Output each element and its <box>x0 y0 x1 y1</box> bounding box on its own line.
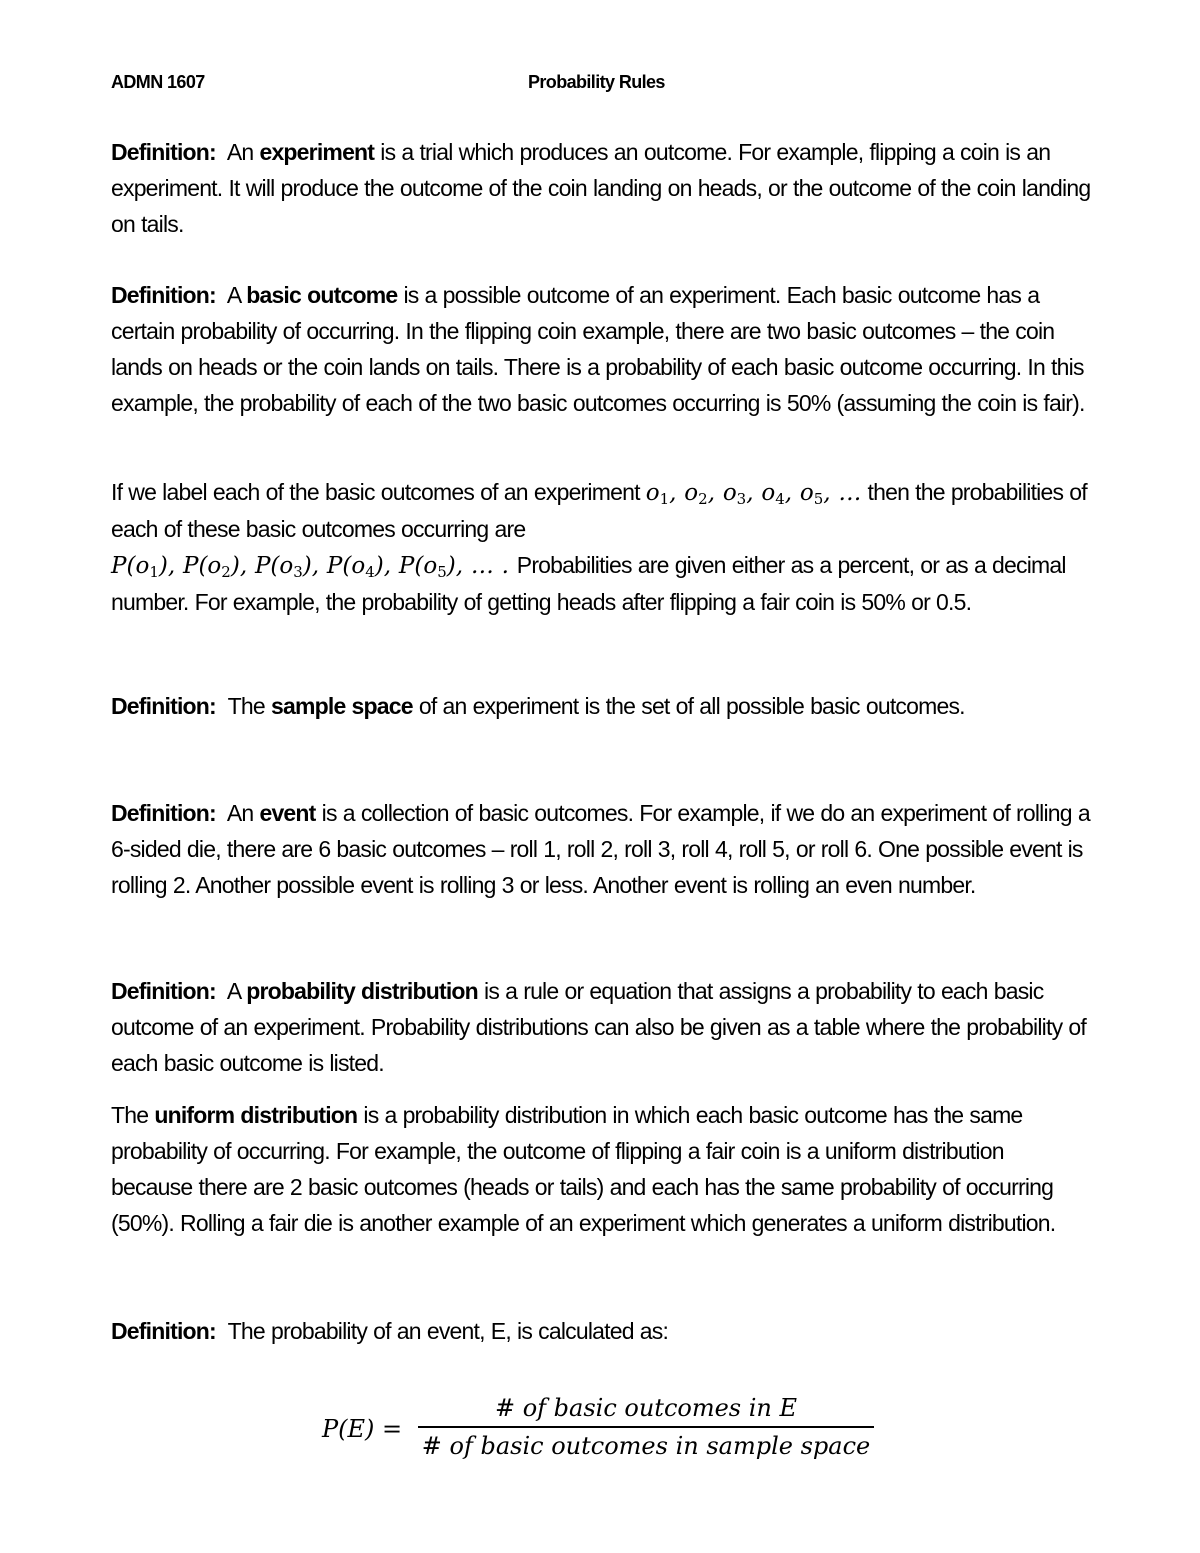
term-event: event <box>259 800 316 826</box>
uniform-distribution <box>111 1097 1091 1241</box>
definition-label: Definition: <box>111 693 216 719</box>
text: A <box>226 282 247 308</box>
page-title: Probability Rules <box>528 72 665 92</box>
definition-label: Definition: <box>111 978 216 1004</box>
text: An <box>226 800 260 826</box>
text: of an experiment is the set of all possible basic outcomes. <box>412 693 965 719</box>
formula-lhs: P(E) = <box>322 1415 403 1443</box>
probability-formula <box>322 1390 882 1470</box>
text: is a collection of basic outcomes. For example, if we do an experiment of rolling a 6-sided die, there are 6 basic outcomes – roll 1, roll 2, roll 3, roll 4, roll 5, or roll 6. One possible event is rolling 2. Another possible event is rolling 3 or less. Another event is rolling an even number. <box>111 800 1090 898</box>
text: is a trial which produces an outcome. For example, flipping a coin is an experiment. It will produce the outcome of the coin landing on heads, or the outcome of the coin landing on tails. <box>111 139 1091 237</box>
text: is a rule or equation that assigns a probability to each basic outcome of an experiment. Probability distributions can also be given as a table where the probability of each basic outcome is listed. <box>111 978 1086 1076</box>
definition-label: Definition: <box>111 800 216 826</box>
text: If we label each of the basic outcomes of an experiment <box>111 479 646 505</box>
formula-fraction <box>418 1390 874 1464</box>
basic-outcomes-notation <box>111 474 1091 620</box>
definition-label: Definition: <box>111 1318 216 1344</box>
page-header <box>111 72 1091 96</box>
text: Probabilities are given either as a percent, or as a decimal number. For example, the probability of getting heads after flipping a fair coin is 50% or 0.5. <box>111 552 1066 615</box>
formula-numerator: # of basic outcomes in E <box>494 1394 798 1422</box>
text: The <box>111 1102 155 1128</box>
text: is a possible outcome of an experiment. Each basic outcome has a certain probability of occurring. In the flipping coin example, there are two basic outcomes – the coin lands on heads or the coin lands on tails. There is a probability of each basic outcome occurring. In this example, the probability of each of the two basic outcomes occurring is 50% (assuming the coin is fair). <box>111 282 1085 416</box>
text: The probability of an event, E, is calculated as: <box>227 1318 669 1344</box>
text: then the probabilities of each of these basic outcomes occurring are <box>111 479 1087 542</box>
definition-probability-distribution <box>111 973 1091 1081</box>
definition-sample-space <box>111 688 1091 724</box>
text: is a probability distribution in which each basic outcome has the same probability of occurring. For example, the outcome of flipping a fair coin is a uniform distribution because there are 2 basic outcomes (heads or tails) and each has the same probability of occurring (50%). Rolling a fair die is another example of an experiment which generates a uniform distribution. <box>111 1102 1056 1236</box>
term-uniform-distribution: uniform distribution <box>154 1102 358 1128</box>
term-basic-outcome: basic outcome <box>246 282 398 308</box>
course-code: ADMN 1607 <box>111 72 205 92</box>
text: An <box>226 139 260 165</box>
text: A <box>226 978 247 1004</box>
formula-denominator: # of basic outcomes in sample space <box>421 1432 871 1460</box>
definition-event <box>111 795 1091 903</box>
definition-event-probability <box>111 1313 1091 1349</box>
probability-list-math: $P(o_1)$, $P(o_2)$, $P(o_3)$, $P(o_4)$, $P(o_5)$, … . <box>111 553 517 581</box>
term-sample-space: sample space <box>271 693 413 719</box>
definition-basic-outcome <box>111 277 1091 421</box>
outcome-list-math: $o_1$, $o_2$, $o_3$, $o_4$, $o_5$, … <box>645 480 862 508</box>
definition-label: Definition: <box>111 282 216 308</box>
term-probability-distribution: probability distribution <box>246 978 478 1004</box>
definition-label: Definition: <box>111 139 216 165</box>
text: The <box>227 693 271 719</box>
term-experiment: experiment <box>259 139 375 165</box>
definition-experiment <box>111 134 1091 242</box>
